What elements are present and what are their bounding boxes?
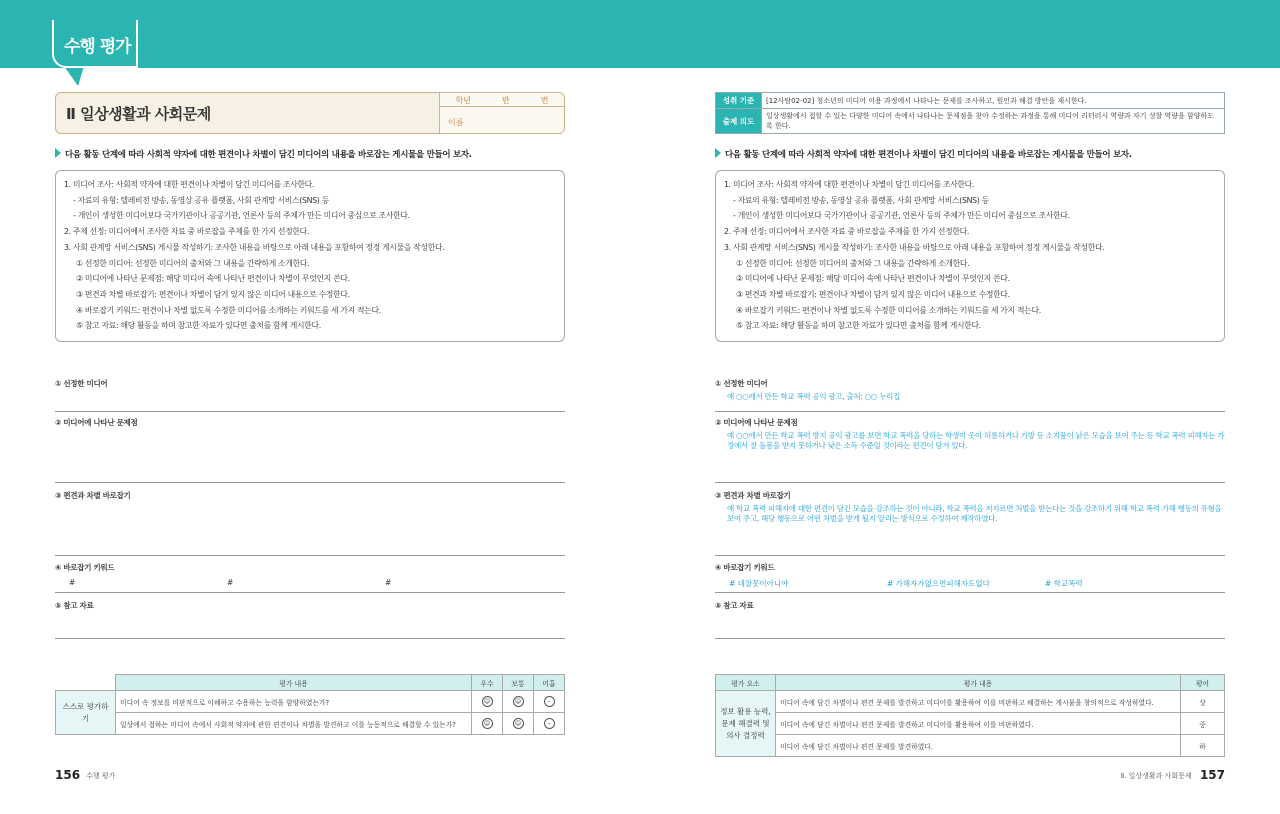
answer-line[interactable] <box>55 411 565 412</box>
task-line: ④ 바로잡기 키워드: 편견이나 차별 없도록 수정한 미디어를 소개하는 키워드를 세 가지 적는다. <box>736 305 1041 315</box>
answer-problem: ② 미디어에 나타난 문제점 예 ○○에서 만든 학교 폭력 방지 공익 광고를 보면 학교 폭력을 당하는 학생이 옷이 허름하거나 가방 등 소지품이 낡은 모습을 보여 주는 등 학교 폭력 피해자는 가정에서 잘 돌봄을 받지 못하거나 낮은 소득 수준일 것이라는 편견이 담겨 있다. <box>715 417 1225 451</box>
task-line: ⑤ 참고 자료: 해당 활동을 하며 참고한 자료가 있다면 출처를 함께 게시한다. <box>736 321 981 331</box>
number-label: 번 <box>540 96 549 105</box>
task-line: - 개인이 생성한 미디어보다 국가기관이나 공공기관, 언론사 등의 주체가 만든 미디어 중심으로 조사한다. <box>733 211 1070 221</box>
standard-header: 성취 기준 <box>716 93 762 109</box>
rubric-grade: 하 <box>1181 735 1225 757</box>
answer-line[interactable] <box>55 638 565 639</box>
task-line: ① 선정한 미디어: 선정한 미디어의 출처와 그 내용을 간략하게 소개한다. <box>76 258 310 268</box>
intent-header: 출제 의도 <box>716 109 762 134</box>
answer-problem: ② 미디어에 나타난 문제점 <box>55 417 565 428</box>
answer-line <box>715 482 1225 483</box>
answer-keywords: ④ 바로잡기 키워드 # 네잘못이아니야 # 가해자가없으면피해자도없다 # 학교폭력 <box>715 562 1225 573</box>
eval-side: 스스로 평가하기 <box>56 691 116 735</box>
standard-value: [12사탐02-02] 청소년의 미디어 이용 과정에서 나타나는 문제를 조사하고, 원인과 해결 방안을 제시한다. <box>762 93 1225 109</box>
answer-reference: ⑤ 참고 자료 <box>55 600 565 611</box>
task-line: ② 미디어에 나타난 문제점: 해당 미디어 속에 나타난 편견이나 차별이 무엇인지 쓴다. <box>76 274 350 284</box>
task-line: ③ 편견과 차별 바로잡기: 편견이나 차별이 담겨 있지 않은 미디어 내용으로 수정한다. <box>76 289 350 299</box>
poor-face-icon[interactable]: – <box>544 696 555 707</box>
unit-title: Ⅱ 일상생활과 사회문제 <box>66 105 211 123</box>
keyword-slot-1[interactable]: # <box>69 578 76 587</box>
answer-media: ① 선정한 미디어 예 ○○에서 만든 학교 폭력 공익 광고, 출처: ○○ 누리집 <box>715 378 1225 402</box>
rubric-side: 정보 활용 능력, 문제 해결력 및 의사 결정력 <box>716 691 776 757</box>
rubric-header: 평어 <box>1181 675 1225 691</box>
left-page <box>55 92 565 782</box>
rubric-grade: 상 <box>1181 691 1225 713</box>
task-line: - 개인이 생성한 미디어보다 국가기관이나 공공기관, 언론사 등의 주체가 만든 미디어 중심으로 조사한다. <box>73 211 410 221</box>
unit-title-box <box>55 92 565 134</box>
example-text: 예 학교 폭력 피해자에 대한 편견이 담긴 모습을 강조하는 것이 아니라, 학교 폭력을 저지르면 처벌을 받는다는 것을 강조하기 위해 학교 폭력 가해 행동의 유형을 보여 주고, 해당 행동으로 어떤 처벌을 받게 될지 알리는 방식으로 수정하여 제작하였다. <box>727 504 1222 523</box>
eval-header: 미흡 <box>534 675 565 691</box>
task-line: 2. 주제 선정: 미디어에서 조사한 자료 중 바로잡을 주제를 한 가지 선정한다. <box>64 227 310 237</box>
task-line: ⑤ 참고 자료: 해당 활동을 하며 참고한 자료가 있다면 출처를 함께 게시한다. <box>76 321 321 331</box>
self-eval-table <box>55 674 565 735</box>
grade-label: 학년 <box>455 96 471 105</box>
rubric-row: 미디어 속에 담긴 차별이나 편견 문제를 발견하였다. <box>776 735 1181 757</box>
keyword-slot-2[interactable]: # <box>227 578 234 587</box>
task-line: 3. 사회 관계망 서비스(SNS) 게시물 작성하기: 조사한 내용을 바탕으로 아래 내용을 포함하여 정정 게시물을 작성한다. <box>64 242 445 252</box>
eval-header: 보통 <box>503 675 534 691</box>
rubric-row: 미디어 속에 담긴 차별이나 편견 문제를 발견하고 미디어를 활용하여 이를 비판하고 해결하는 게시물을 창의적으로 작성하였다. <box>776 691 1181 713</box>
right-page <box>715 92 1225 782</box>
keyword-1: # 네잘못이아니야 <box>729 579 789 588</box>
task-line: 1. 미디어 조사: 사회적 약자에 대한 편견이나 차별이 담긴 미디어를 조사한다. <box>724 180 975 189</box>
task-line: ② 미디어에 나타난 문제점: 해당 미디어 속에 나타난 편견이나 차별이 무엇인지 쓴다. <box>736 274 1010 284</box>
rubric-header: 평가 내용 <box>776 675 1181 691</box>
rubric-header: 평가 요소 <box>716 675 776 691</box>
answer-keywords: ④ 바로잡기 키워드 # # # <box>55 562 565 573</box>
example-text: 예 ○○에서 만든 학교 폭력 공익 광고, 출처: ○○ 누리집 <box>727 392 901 401</box>
answer-correction: ③ 편견과 차별 바로잡기 예 학교 폭력 피해자에 대한 편견이 담긴 모습을 강조하는 것이 아니라, 학교 폭력을 저지르면 처벌을 받는다는 것을 강조하기 위해 학교 폭력 가해 행동의 유형을 보여 주고, 해당 행동으로 어떤 처벌을 받게 될지 알리는 방식으로 수정하여 제작하였다. <box>715 490 1225 524</box>
tag-tail <box>64 66 84 86</box>
page-number: 156 <box>55 768 81 782</box>
instruction: 다음 활동 단계에 따라 사회적 약자에 대한 편견이나 차별이 담긴 미디어의 내용을 바로잡는 게시물을 만들어 보자. <box>55 148 472 160</box>
top-band <box>0 0 1280 68</box>
keyword-3: # 학교폭력 <box>1045 579 1083 588</box>
student-info <box>439 93 564 134</box>
good-face-icon[interactable]: ☺ <box>482 696 493 707</box>
task-line: ① 선정한 미디어: 선정한 미디어의 출처와 그 내용을 간략하게 소개한다. <box>736 258 970 268</box>
left-footer: 156 수행 평가 <box>55 768 116 782</box>
answer-line <box>715 638 1225 639</box>
class-label: 반 <box>501 96 510 105</box>
answer-line[interactable] <box>55 592 565 593</box>
eval-row: 미디어 속 정보를 비판적으로 이해하고 수용하는 능력을 함양하였는가? <box>116 691 472 713</box>
standard-table <box>715 92 1225 134</box>
answer-media: ① 선정한 미디어 <box>55 378 565 389</box>
rubric-table <box>715 674 1225 757</box>
keyword-2: # 가해자가없으면피해자도없다 <box>887 579 990 588</box>
rubric-row: 미디어 속에 담긴 차별이나 편견 문제를 발견하고 미디어를 활용하여 이를 비판하였다. <box>776 713 1181 735</box>
section-tag: 수행 평가 <box>52 20 138 68</box>
answer-correction: ③ 편견과 차별 바로잡기 <box>55 490 565 501</box>
eval-header: 우수 <box>472 675 503 691</box>
task-line: - 자료의 유형: 텔레비전 방송, 동영상 공유 플랫폼, 사회 관계망 서비스(SNS) 등 <box>733 195 989 205</box>
task-box <box>715 170 1225 342</box>
eval-header: 평가 내용 <box>116 675 472 691</box>
neutral-face-icon[interactable]: ☺ <box>513 696 524 707</box>
triangle-icon <box>55 148 61 158</box>
task-line: 3. 사회 관계망 서비스(SNS) 게시물 작성하기: 조사한 내용을 바탕으로 아래 내용을 포함하여 정정 게시물을 작성한다. <box>724 242 1105 252</box>
triangle-icon <box>715 148 721 158</box>
answer-line <box>715 592 1225 593</box>
rubric-grade: 중 <box>1181 713 1225 735</box>
instruction: 다음 활동 단계에 따라 사회적 약자에 대한 편견이나 차별이 담긴 미디어의 내용을 바로잡는 게시물을 만들어 보자. <box>715 148 1132 160</box>
intent-value: 일상생활에서 접할 수 있는 다양한 미디어 속에서 나타나는 문제점을 찾아 수정하는 과정을 통해 미디어 리터러시 역량과 자기 성찰 역량을 함양하도록 한다. <box>762 109 1225 134</box>
poor-face-icon[interactable]: – <box>544 718 555 729</box>
task-line: ④ 바로잡기 키워드: 편견이나 차별 없도록 수정한 미디어를 소개하는 키워드를 세 가지 적는다. <box>76 305 381 315</box>
eval-row: 일상에서 접하는 미디어 속에서 사회적 약자에 관한 편견이나 차별을 발견하고 이를 능동적으로 해결할 수 있는가? <box>116 713 472 735</box>
answer-reference: ⑤ 참고 자료 <box>715 600 1225 611</box>
good-face-icon[interactable]: ☺ <box>482 718 493 729</box>
page-number: 157 <box>1199 768 1225 782</box>
task-line: - 자료의 유형: 텔레비전 방송, 동영상 공유 플랫폼, 사회 관계망 서비스(SNS) 등 <box>73 195 329 205</box>
keyword-slot-3[interactable]: # <box>385 578 392 587</box>
example-text: 예 ○○에서 만든 학교 폭력 방지 공익 광고를 보면 학교 폭력을 당하는 학생이 옷이 허름하거나 가방 등 소지품이 낡은 모습을 보여 주는 등 학교 폭력 피해자는 가정에서 잘 돌봄을 받지 못하거나 낮은 소득 수준일 것이라는 편견이 담겨 있다. <box>727 431 1225 450</box>
answer-line <box>715 411 1225 412</box>
answer-line[interactable] <box>55 482 565 483</box>
answer-line <box>715 555 1225 556</box>
neutral-face-icon[interactable]: ☺ <box>513 718 524 729</box>
name-label: 이름 <box>448 118 464 127</box>
right-footer: Ⅱ. 일상생활과 사회문제 157 <box>1120 768 1225 782</box>
task-line: ③ 편견과 차별 바로잡기: 편견이나 차별이 담겨 있지 않은 미디어 내용으로 수정한다. <box>736 289 1010 299</box>
answer-line[interactable] <box>55 555 565 556</box>
task-line: 2. 주제 선정: 미디어에서 조사한 자료 중 바로잡을 주제를 한 가지 선정한다. <box>724 227 970 237</box>
task-box <box>55 170 565 342</box>
task-line: 1. 미디어 조사: 사회적 약자에 대한 편견이나 차별이 담긴 미디어를 조사한다. <box>64 180 315 189</box>
